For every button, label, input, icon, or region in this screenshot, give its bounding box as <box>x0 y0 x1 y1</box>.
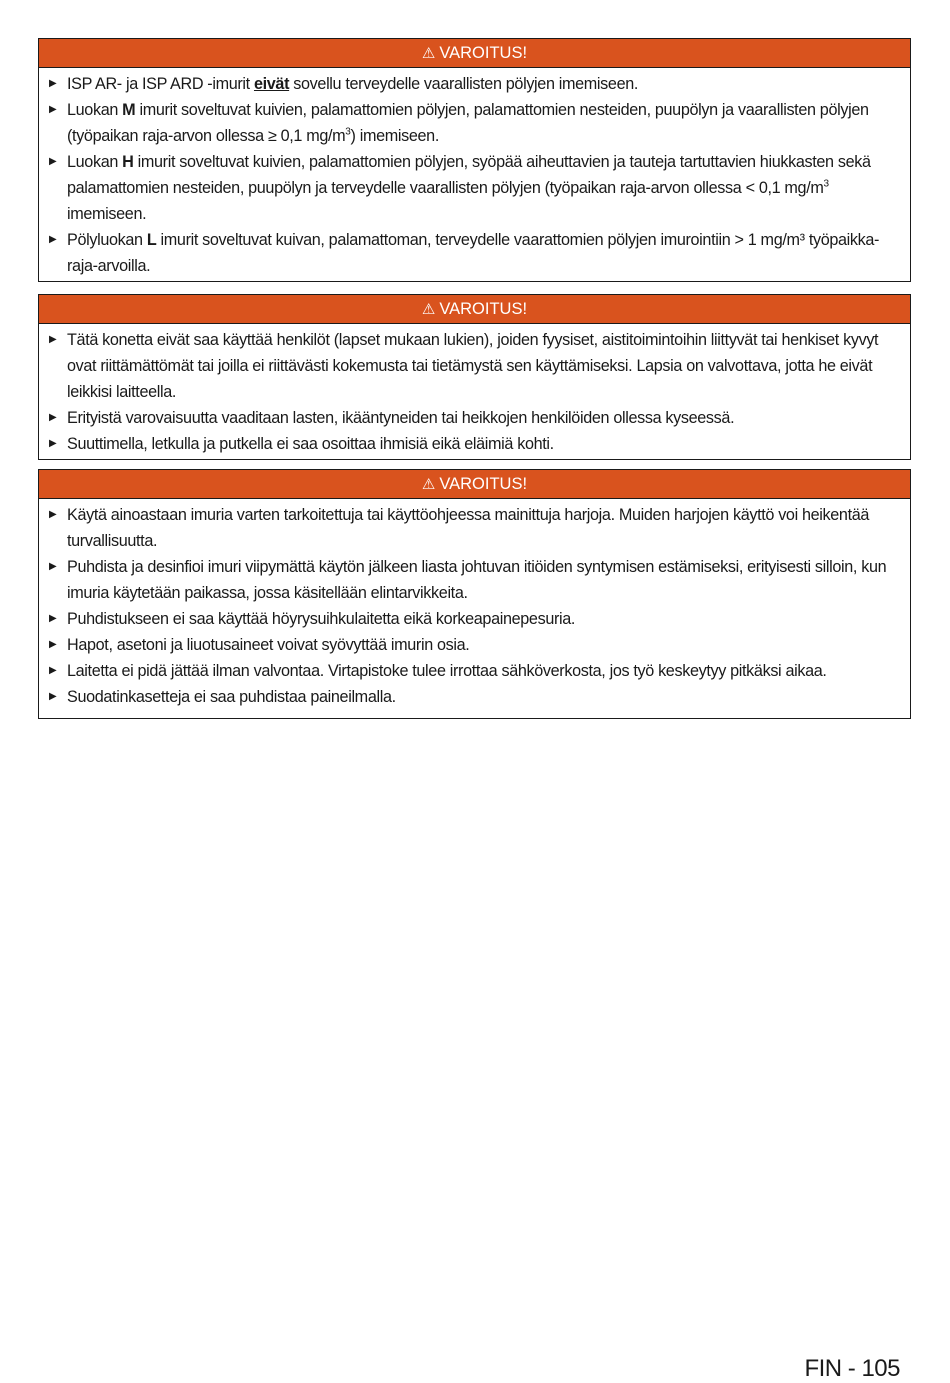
list-item <box>39 431 910 457</box>
item-text: ISP AR- ja ISP ARD -imurit <box>67 75 254 93</box>
warning-header <box>39 39 910 68</box>
warning-triangle-icon: ⚠ <box>421 301 436 318</box>
triangle-right-bullet-icon: ▶ <box>49 156 57 167</box>
list-item <box>39 71 910 97</box>
warning-list <box>39 499 910 718</box>
warning-list <box>39 324 910 459</box>
item-text: Tätä konetta eivät saa käyttää henkilöt (lapset mukaan lukien), joiden fyysiset, aistitoimintoihin liittyvät tai henkiset kyvyt ovat riittämättömät tai joilla ei riittävästi kokemusta tai tietämystä sen käyttämiseksi. Lapsia on valvottava, jotta he eivät leikkisi laitteella. <box>67 331 879 401</box>
triangle-right-bullet-icon: ▶ <box>49 412 57 423</box>
warning-header <box>39 470 910 499</box>
list-item <box>39 327 910 405</box>
list-item <box>39 684 910 710</box>
warning-header <box>39 295 910 324</box>
warning-box-2 <box>38 294 911 460</box>
triangle-right-bullet-icon: ▶ <box>49 334 57 345</box>
list-item <box>39 149 910 227</box>
emphasis-text: eivät <box>253 75 290 93</box>
item-text: imurit soveltuvat kuivan, palamattoman, terveydelle vaarattomien pölyjen imurointiin > 1 mg/m³ työpaikka-raja-arvoilla. <box>67 231 880 275</box>
triangle-right-bullet-icon: ▶ <box>49 104 57 115</box>
item-text: Käytä ainoastaan imuria varten tarkoitettuja tai käyttöohjeessa mainittuja harjoja. Muiden harjojen käyttö voi heikentää turvallisuutta. <box>67 506 870 550</box>
item-text: Luokan <box>67 101 123 119</box>
warning-triangle-icon: ⚠ <box>421 45 436 62</box>
item-text: imurit soveltuvat kuivien, palamattomien pölyjen, syöpää aiheuttavien ja tauteja tartuttavien hiukkasten sekä palamattomien nesteiden, puupölyn ja terveydelle vaarallisten pölyjen (työpaikan raja-arvon ollessa < 0,1 mg/m <box>67 153 871 197</box>
item-text: Erityistä varovaisuutta vaaditaan lasten, ikääntyneiden tai heikkojen henkilöiden ollessa kyseessä. <box>67 409 735 427</box>
list-item <box>39 502 910 554</box>
warning-title: VAROITUS! <box>439 44 528 62</box>
list-item <box>39 658 910 684</box>
item-text: Suuttimella, letkulla ja putkella ei saa osoittaa ihmisiä eikä eläimiä kohti. <box>67 435 554 453</box>
item-text: Hapot, asetoni ja liuotusaineet voivat syövyttää imurin osia. <box>67 636 470 654</box>
item-text: ) imemiseen. <box>350 127 439 145</box>
class-letter: H <box>122 153 134 171</box>
item-text: sovellu terveydelle vaarallisten pölyjen imemiseen. <box>289 75 639 93</box>
list-item <box>39 554 910 606</box>
list-item <box>39 97 910 149</box>
list-item <box>39 632 910 658</box>
item-text: imemiseen. <box>67 205 147 223</box>
warning-box-1 <box>38 38 911 282</box>
superscript: 3 <box>823 178 829 190</box>
superscript: 3 <box>345 126 351 138</box>
class-letter: M <box>122 101 136 119</box>
warning-title: VAROITUS! <box>439 475 528 493</box>
warning-box-3 <box>38 469 911 719</box>
item-text: Suodatinkasetteja ei saa puhdistaa paineilmalla. <box>67 688 396 706</box>
item-text: imurit soveltuvat kuivien, palamattomien pölyjen, palamattomien nesteiden, puupölyn ja vaarallisten pölyjen (työpaikan raja-arvon ollessa ≥ 0,1 mg/m <box>67 101 869 145</box>
triangle-right-bullet-icon: ▶ <box>49 691 57 702</box>
item-text: Puhdista ja desinfioi imuri viipymättä käytön jälkeen liasta johtuvan itiöiden syntymisen estämiseksi, erityisesti silloin, kun imuria käytetään paikassa, jossa käsitellään elintarvikkeita. <box>67 558 887 602</box>
triangle-right-bullet-icon: ▶ <box>49 613 57 624</box>
item-text: Puhdistukseen ei saa käyttää höyrysuihkulaitetta eikä korkeapainepesuria. <box>67 610 576 628</box>
class-letter: L <box>146 231 157 249</box>
triangle-right-bullet-icon: ▶ <box>49 234 57 245</box>
triangle-right-bullet-icon: ▶ <box>49 665 57 676</box>
warning-list <box>39 68 910 281</box>
triangle-right-bullet-icon: ▶ <box>49 509 57 520</box>
triangle-right-bullet-icon: ▶ <box>49 561 57 572</box>
warning-title: VAROITUS! <box>439 300 528 318</box>
triangle-right-bullet-icon: ▶ <box>49 78 57 89</box>
page-number: FIN - 105 <box>804 1355 900 1382</box>
list-item <box>39 227 910 279</box>
item-text: Luokan <box>67 153 123 171</box>
triangle-right-bullet-icon: ▶ <box>49 438 57 449</box>
list-item <box>39 405 910 431</box>
item-text: Pölyluokan <box>67 231 147 249</box>
item-text: Laitetta ei pidä jättää ilman valvontaa. Virtapistoke tulee irrottaa sähköverkosta, jos työ keskeytyy pitkäksi aikaa. <box>67 662 827 680</box>
triangle-right-bullet-icon: ▶ <box>49 639 57 650</box>
warning-triangle-icon: ⚠ <box>421 476 436 493</box>
list-item <box>39 606 910 632</box>
